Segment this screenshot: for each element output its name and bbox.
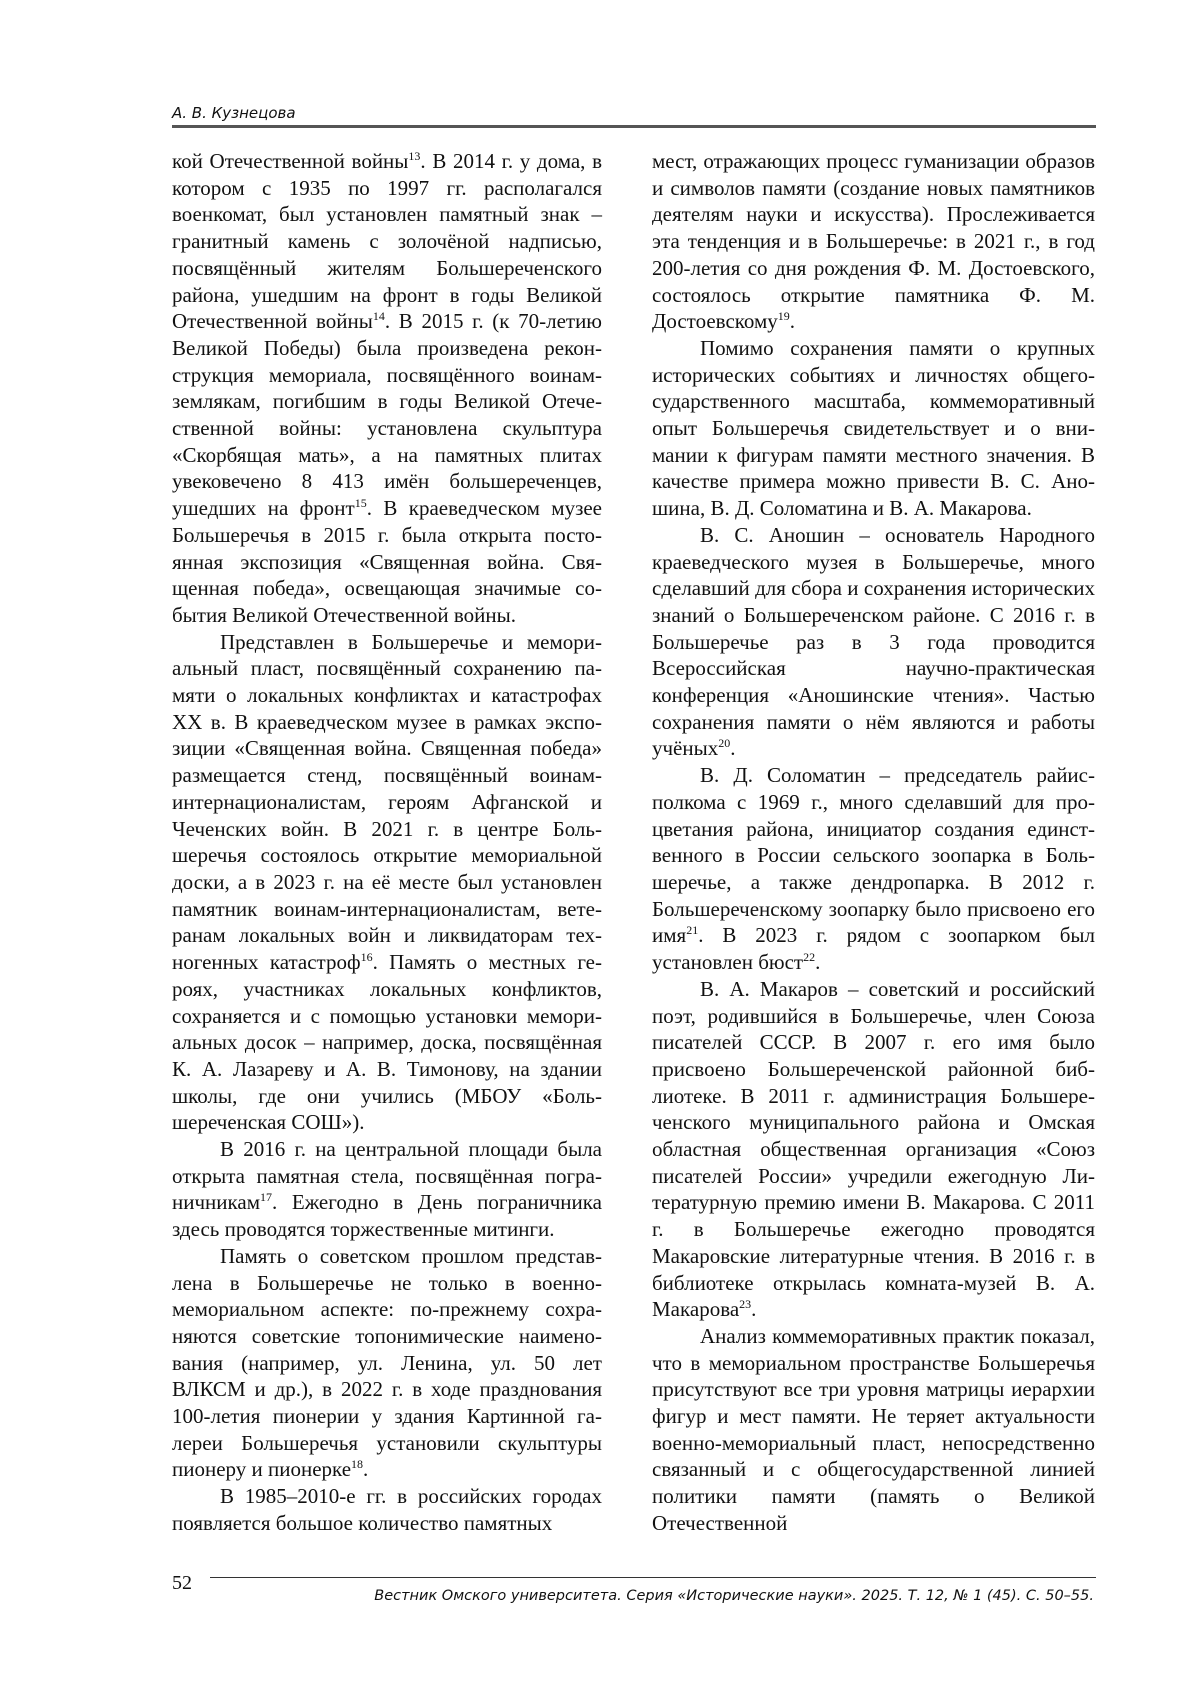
page-number: 52: [172, 1572, 192, 1594]
paragraph: кой Отечественной войны$^{13}$. В 2014 г. у дома, в котором с 1935 по 1997 гг. располагался военкомат, был установлен памятный знак – гранитный камень с золочёной надписью, посвящённый жителям Большереченского района, ушедшим на фронт в годы Великой Отечественной войны$^{14}$. В 2015 г. (к 70-летию Великой Победы) была произведена реконструкция мемориала, посвящённого воинам-землякам, погибшим в годы Великой Отечественной войны: установлена скульптура «Скорбящая мать», а на памятных плитах увековечено 8 413 имён большереченцев, ушедших на фронт$^{15}$. В краеведческом музее Большеречья в 2015 г. была открыта постоянная экспозиция «Священная война. Священная победа», освещающая значимые события Великой Отечественной войны.: [172, 149, 603, 627]
paragraph: В 1985–2010-е гг. в российских городах появляется большое количество памятных: [172, 1484, 602, 1535]
footnote-ref[interactable]: 21: [686, 923, 699, 938]
footnote-ref[interactable]: 14: [372, 309, 385, 324]
journal-citation: Вестник Омского университета. Серия «Исторические науки». 2025. Т. 12, № 1 (45). С. 50–55.: [374, 1588, 1094, 1604]
paragraph: В. С. Аношин – основатель Народного краеведческого музея в Большеречье, много сделавший для сбора и сохранения исторических знаний о Большереченском районе. С 2016 г. в Большеречье раз в 3 года проводится Всероссийская научно-практическая конференция «Аношинские чтения». Частью сохранения памяти о нём являются и работы учёных$^{20}$.: [652, 522, 1095, 761]
header-rule: [172, 125, 1096, 128]
footnote-ref[interactable]: 19: [777, 309, 790, 324]
paragraph: В. А. Макаров – советский и российский поэт, родившийся в Большеречье, член Союза писателей СССР. В 2007 г. его имя было присвоено Большереченской районной библиотеке. В 2011 г. администрация Большереченского муниципального района и Омская областная общественная организация «Союз писателей России» учредили ежегодную Литературную премию имени В. Макарова. С 2011 г. в Большеречье ежегодно проводятся Макаровские литературные чтения. В 2016 г. в библиотеке открылась комната-музей В. А. Макарова$^{23}$.: [652, 976, 1095, 1322]
footnote-ref[interactable]: 17: [260, 1190, 273, 1205]
footnote-ref[interactable]: 18: [351, 1457, 364, 1472]
left-column: [172, 148, 602, 1537]
paragraph: В 2016 г. на центральной площади была открыта памятная стела, посвящённая пограничникам$^{17}$. Ежегодно в День пограничника здесь проводятся торжественные митинги.: [172, 1137, 602, 1242]
footer-rule: [210, 1577, 1096, 1578]
paragraph: В. Д. Соломатин – председатель райисполкома с 1969 г., много сделавший для процветания района, инициатор создания единственного в России сельского зоопарка в Большеречье, а также дендропарка. В 2012 г. Большереченскому зоопарку было присвоено его имя$^{21}$. В 2023 г. рядом с зоопарком был установлен бюст$^{22}$.: [652, 763, 1095, 975]
footnote-ref[interactable]: 20: [718, 736, 731, 751]
paragraph: Представлен в Большеречье и мемориальный пласт, посвящённый сохранению памяти о локальных конфликтах и катастрофах XX в. В краеведческом музее в рамках экспозиции «Священная война. Священная победа» размещается стенд, посвящённый воинам-интернационалистам, героям Афганской и Чеченских войн. В 2021 г. в центре Большеречья состоялось открытие мемориальной доски, а в 2023 г. на её месте был установлен памятник воинам-интернационалистам, ветеранам локальных войн и ликвидаторам техногенных катастроф$^{16}$. Память о местных героях, участниках локальных конфликтов, сохраняется и с помощью установки мемориальных досок – например, доска, посвящённая К. А. Лазареву и А. В. Тимонову, на здании школы, где они учились (МБОУ «Большереченская СОШ»).: [172, 629, 602, 1135]
footnote-ref[interactable]: 15: [354, 496, 367, 511]
footnote-ref[interactable]: 22: [803, 950, 816, 965]
paragraph: Анализ коммеморативных практик показал, что в мемориальном пространстве Большеречья присутствуют все три уровня матрицы иерархии фигур и мест памяти. Не теряет актуальности военно-мемориальный пласт, непосредственно связанный и с общегосударственной линией политики памяти (память о Великой Отечественной: [652, 1323, 1095, 1535]
running-head-author: А. В. Кузнецова: [172, 104, 296, 122]
paragraph: мест, отражающих процесс гуманизации образов и символов памяти (создание новых памятников деятелям науки и искусства). Прослеживается эта тенденция и в Большеречье: в 2021 г., в год 200-летия со дня рождения Ф. М. Достоевского, состоялось открытие памятника Ф. М. Достоевскому$^{19}$.: [652, 149, 1095, 334]
right-column: [652, 148, 1095, 1537]
paragraph: Помимо сохранения памяти о крупных исторических событиях и личностях общегосударственного масштаба, коммеморативный опыт Большеречья свидетельствует и о внимании к фигурам памяти местного значения. В качестве примера можно привести В. С. Аношина, В. Д. Соломатина и В. А. Макарова.: [652, 335, 1095, 521]
paragraph: Память о советском прошлом представлена в Большеречье не только в военно-мемориальном аспекте: по-прежнему сохраняются советские топонимические наименования (например, ул. Ленина, ул. 50 лет ВЛКСМ и др.), в 2022 г. в ходе празднования 100-летия пионерии у здания Картинной галереи Большеречья установили скульптуры пионеру и пионерке$^{18}$.: [172, 1243, 602, 1482]
footnote-ref[interactable]: 13: [408, 149, 421, 163]
footnote-ref[interactable]: 16: [360, 950, 373, 965]
footnote-ref[interactable]: 23: [739, 1297, 752, 1312]
